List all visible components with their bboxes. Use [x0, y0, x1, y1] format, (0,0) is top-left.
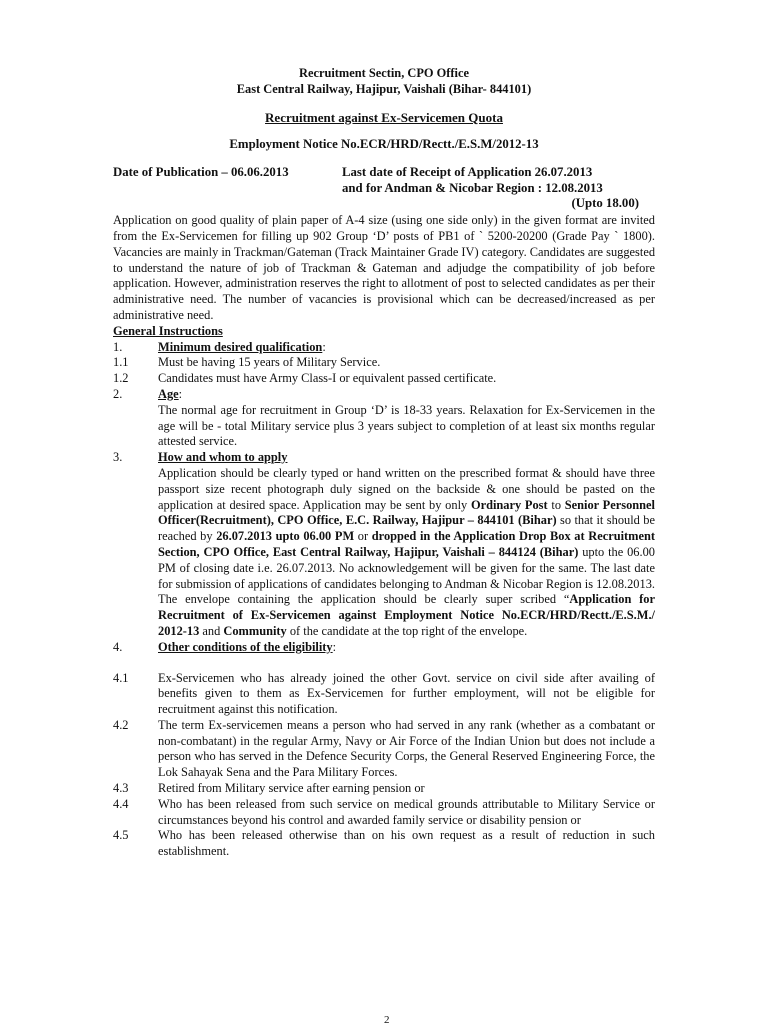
- last-date-receipt: Last date of Receipt of Application 26.07.2013: [342, 165, 593, 180]
- employment-notice-number: Employment Notice No.ECR/HRD/Rectt./E.S.M/2012-13: [229, 137, 539, 152]
- section-text: The term Ex-servicemen means a person who had served in any rank (whether as a combatant or non-combatant) in the regular Army, Navy or Air Force of the Indian Union but does not include a person who has served in the Defence Security Corps, the General Reserved Engineering Force, the Lok Sahayak Sena and the Para Military Forces.: [158, 717, 655, 780]
- section-text: Who has been released from such service on medical grounds attributable to Military Service or circumstances beyond his control and awarded family service or disability pension or: [158, 796, 655, 827]
- section-1-1: [113, 355, 655, 371]
- section-heading: Other conditions of the eligibility: [158, 639, 333, 654]
- section-1-2: [113, 371, 655, 387]
- andman-nicobar-date: and for Andman & Nicobar Region : 12.08.2013: [342, 180, 603, 195]
- section-2: [113, 387, 655, 450]
- section-4-1: [113, 671, 655, 718]
- publication-date: Date of Publication – 06.06.2013: [113, 165, 289, 180]
- section-heading: How and whom to apply: [158, 450, 288, 465]
- section-text: Retired from Military service after earning pension or: [158, 781, 425, 796]
- section-1: [113, 340, 655, 356]
- section-number: 2.: [113, 386, 123, 401]
- section-number: 3.: [113, 450, 123, 465]
- upto-time: (Upto 18.00): [571, 196, 639, 211]
- section-text: The normal age for recruitment in Group ‘D’ is 18-33 years. Relaxation for Ex-Servicemen in the age will be - total Military service plus 3 years subject to completion of at least six months regular attested service.: [158, 402, 655, 449]
- section-4-3: [113, 781, 655, 797]
- section-number: 4.2: [113, 717, 129, 732]
- section-number: 4.1: [113, 670, 129, 685]
- section-3: [113, 450, 655, 640]
- section-text: Application should be clearly typed or hand written on the prescribed format & should have three passport size recent photograph duly signed on the backside & one should be pasted on the application at desired space. Application may be sent by only Ordinary Post to Senior Personnel Officer(Recruitment), CPO Office, E.C. Railway, Hajipur – 844101 (Bihar) so that it should be reached by 26.07.2013 upto 06.00 PM or dropped in the Application Drop Box at Recruitment Section, CPO Office, East Central Railway, Hajipur, Vaishali – 844124 (Bihar) upto the 06.00 PM of closing date i.e. 26.07.2013. No acknowledgement will be given for the same. The last date for submission of applications of candidates belonging to Andman & Nicobar Region is 12.08.2013. The envelope containing the application should be clearly super scribed “Application for Recruitment of Ex-Servicemen against Employment Notice No.ECR/HRD/Rectt./E.S.M./ 2012-13 and Community of the candidate at the top right of the envelope.: [158, 465, 655, 638]
- section-number: 1.2: [113, 371, 129, 386]
- section-4-2: [113, 718, 655, 781]
- intro-paragraph: Application on good quality of plain paper of A-4 size (using one side only) in the given format are invited from the Ex-Servicemen for filling up 902 Group ‘D’ posts of PB1 of ` 5200-20200 (Grade Pay ` 1800). Vacancies are mainly in Trackman/Gateman (Track Maintainer Grade IV) category. Candidates are suggested to understand the nature of job of Trackman & Gateman and adjudge the compatibility of job before application. However, administration reserves the right to allotment of post to selected candidates as per their administrative need. The number of vacancies is provisional which can be decreased/increased as per administrative need.: [113, 213, 656, 322]
- dates-block: [113, 165, 655, 213]
- document-title: Recruitment against Ex-Servicemen Quota: [265, 109, 503, 125]
- section-4: [113, 640, 655, 656]
- section-number: 4.4: [113, 796, 129, 811]
- section-4-5: [113, 828, 655, 860]
- heading-colon: :: [322, 339, 326, 354]
- section-number: 1.: [113, 339, 123, 354]
- page-number: 2: [384, 1014, 390, 1026]
- heading-colon: :: [332, 639, 337, 654]
- section-number: 4.: [113, 639, 123, 654]
- section-number: 4.3: [113, 781, 129, 796]
- document-page: [113, 66, 655, 860]
- section-number: 4.5: [113, 828, 129, 843]
- section-heading: Minimum desired qualification: [158, 339, 323, 354]
- section-text: Must be having 15 years of Military Service.: [158, 355, 381, 370]
- last-date-block: [342, 165, 603, 197]
- office-address: East Central Railway, Hajipur, Vaishali (Bihar- 844101): [236, 81, 532, 96]
- section-4-4: [113, 797, 655, 829]
- section-heading: Age: [158, 386, 179, 401]
- section-number: 1.1: [113, 355, 129, 370]
- office-name: Recruitment Sectin, CPO Office: [299, 66, 469, 80]
- section-text: Candidates must have Army Class-I or equivalent passed certificate.: [158, 371, 497, 386]
- section-text: Who has been released otherwise than on his own request as a result of reduction in such establishment.: [158, 828, 655, 859]
- general-instructions-heading: General Instructions: [113, 323, 223, 338]
- heading-colon: :: [178, 386, 183, 401]
- section-text: Ex-Servicemen who has already joined the other Govt. service on civil side after availing of benefits given to them as Ex-Servicemen for further employment, will not be eligible for recruitment against this notification.: [158, 670, 655, 717]
